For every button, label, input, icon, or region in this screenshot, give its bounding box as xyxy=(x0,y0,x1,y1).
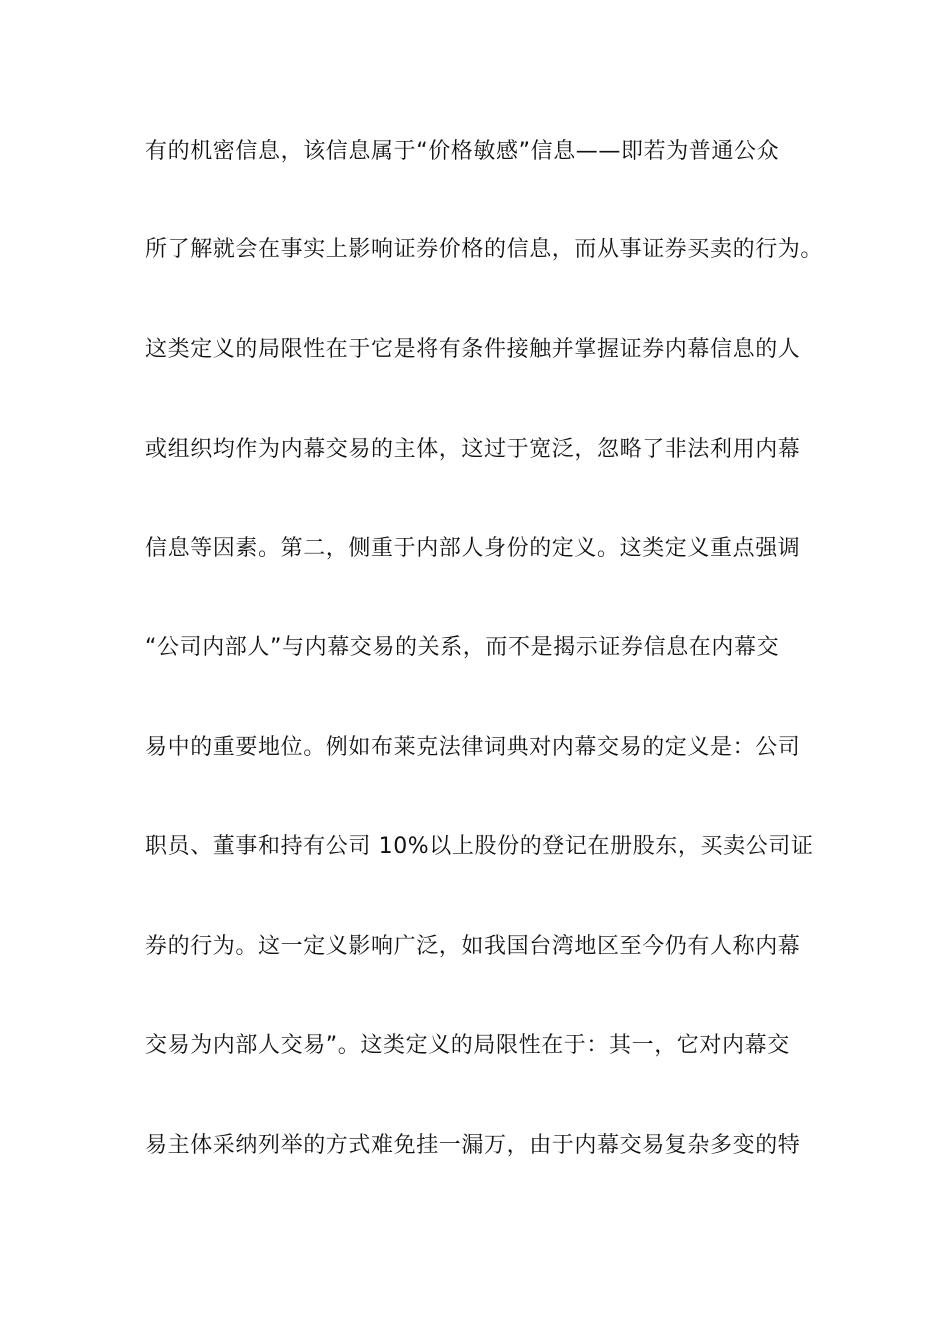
text-line: 易中的重要地位。例如布莱克法律词典对内幕交易的定义是：公司 xyxy=(145,735,801,760)
text-line: 或组织均作为内幕交易的主体，这过于宽泛，忽略了非法利用内幕 xyxy=(145,437,801,462)
text-line: 有的机密信息，该信息属于“价格敏感”信息——即若为普通公众 xyxy=(145,139,780,164)
text-line: 交易为内部人交易”。这类定义的局限性在于：其一，它对内幕交 xyxy=(145,1033,790,1058)
text-line: 信息等因素。第二，侧重于内部人身份的定义。这类定义重点强调 xyxy=(145,536,801,561)
text-line: 券的行为。这一定义影响广泛，如我国台湾地区至今仍有人称内幕 xyxy=(145,934,801,959)
text-line: “公司内部人”与内幕交易的关系，而不是揭示证券信息在内幕交 xyxy=(145,635,780,660)
text-line: 这类定义的局限性在于它是将有条件接触并掌握证券内幕信息的人 xyxy=(145,337,801,362)
text-line: 所了解就会在事实上影响证券价格的信息，而从事证券买卖的行为。 xyxy=(145,237,824,262)
text-line: 职员、董事和持有公司 10%以上股份的登记在册股东，买卖公司证 xyxy=(145,834,814,859)
text-line: 易主体采纳列举的方式难免挂一漏万，由于内幕交易复杂多变的特 xyxy=(145,1133,801,1158)
